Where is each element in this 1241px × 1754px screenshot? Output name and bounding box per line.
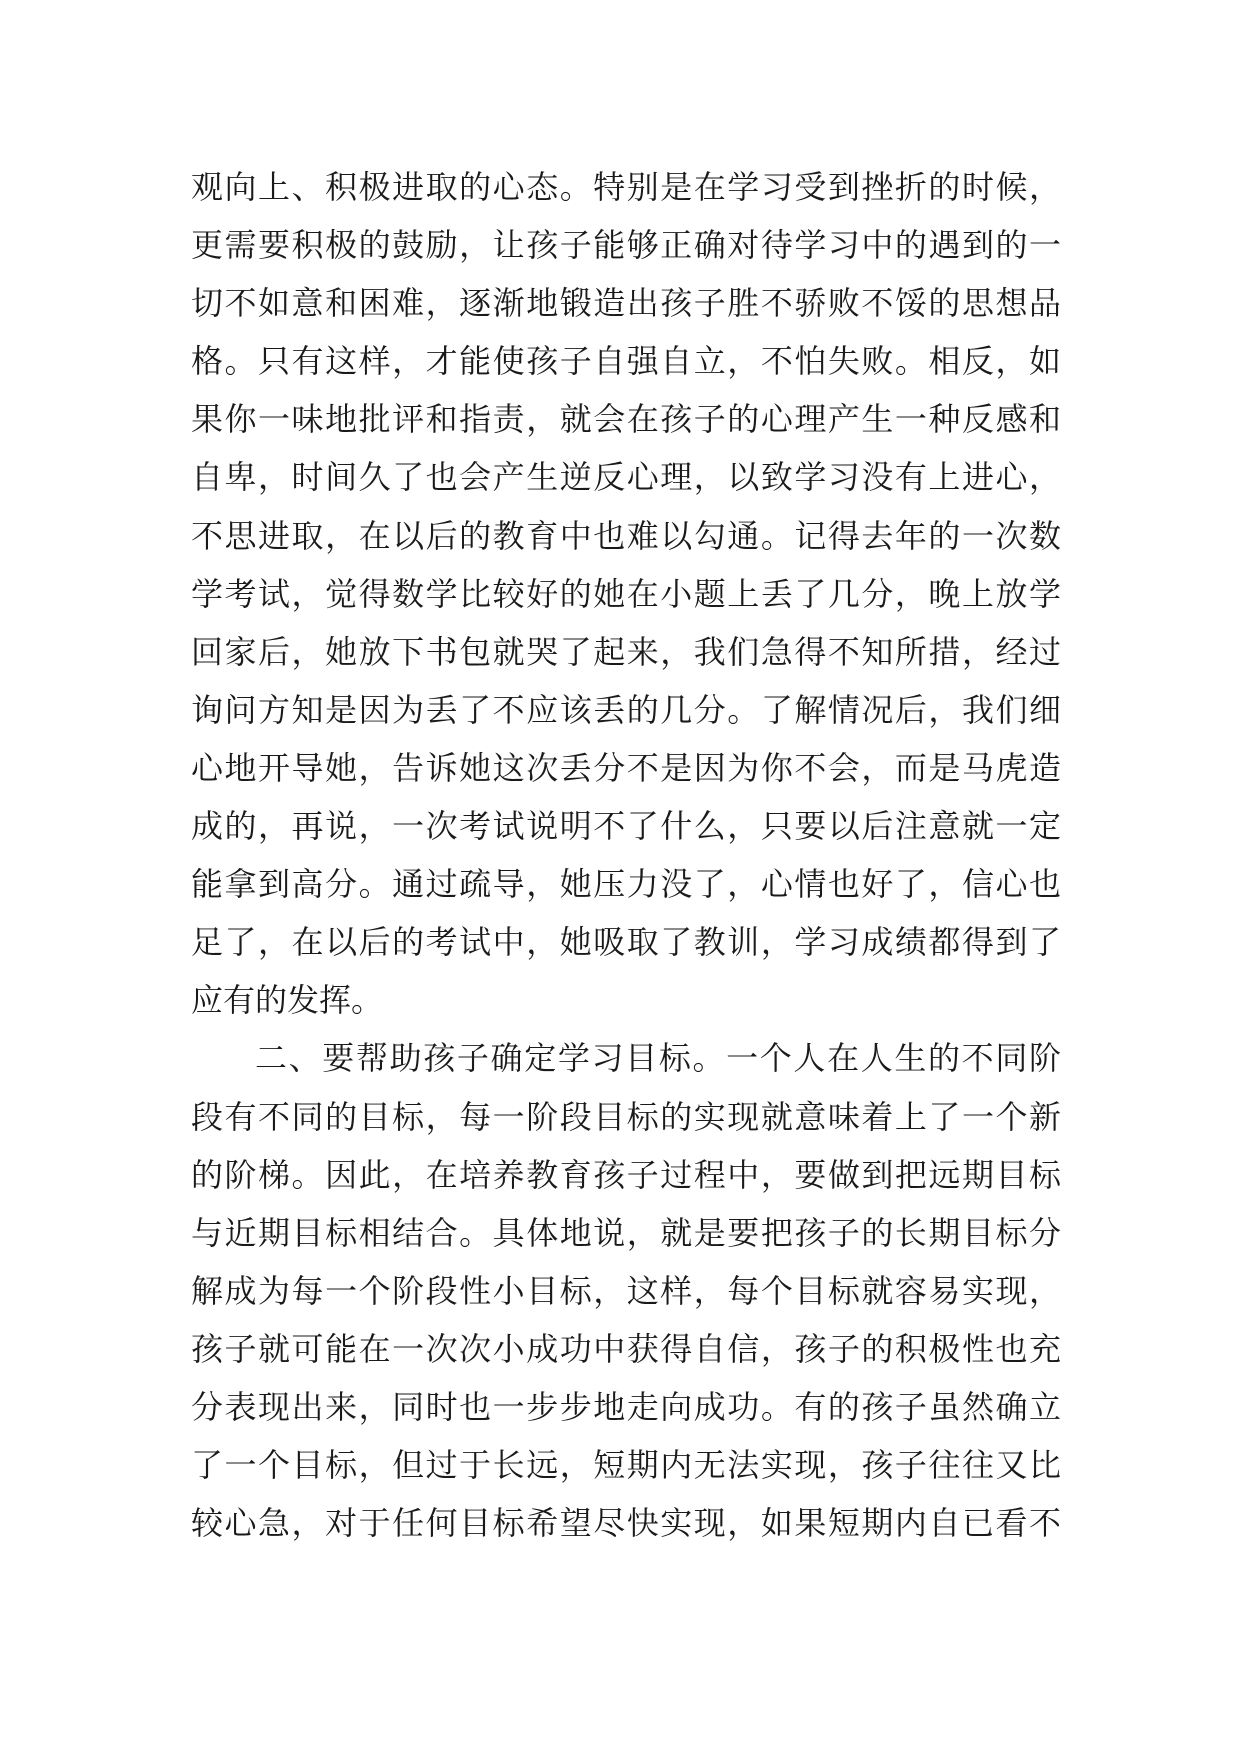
text-line: 了一个目标，但过于长远，短期内无法实现，孩子往往又比 [191, 1446, 1061, 1485]
text-line: 孩子就可能在一次次小成功中获得自信，孩子的积极性也充 [191, 1329, 1061, 1368]
text-line: 分表现出来，同时也一步步地走向成功。有的孩子虽然确立 [191, 1387, 1061, 1426]
text-line: 足了，在以后的考试中，她吸取了教训，学习成绩都得到了 [191, 923, 1061, 962]
text-line: 观向上、积极进取的心态。特别是在学习受到挫折的时候， [191, 168, 1061, 206]
text-line: 自卑，时间久了也会产生逆反心理，以致学习没有上进心， [191, 458, 1061, 497]
text-line: 更需要积极的鼓励，让孩子能够正确对待学习中的遇到的一 [191, 226, 1061, 265]
text-line: 应有的发挥。 [191, 981, 384, 1020]
text-line: 段有不同的目标，每一阶段目标的实现就意味着上了一个新 [191, 1097, 1061, 1136]
text-line: 与近期目标相结合。具体地说，就是要把孩子的长期目标分 [191, 1213, 1061, 1252]
text-line: 不思进取，在以后的教育中也难以勾通。记得去年的一次数 [191, 516, 1061, 555]
body-text [191, 158, 1061, 1552]
text-line: 格。只有这样，才能使孩子自强自立，不怕失败。相反，如 [191, 342, 1061, 381]
text-line: 回家后，她放下书包就哭了起来，我们急得不知所措，经过 [191, 632, 1061, 671]
text-line: 学考试，觉得数学比较好的她在小题上丢了几分，晚上放学 [191, 574, 1061, 613]
text-line: 较心急，对于任何目标希望尽快实现，如果短期内自已看不 [191, 1504, 1061, 1543]
text-line: 果你一味地批评和指责，就会在孩子的心理产生一种反感和 [191, 400, 1061, 439]
text-line-section-start: 二、要帮助孩子确定学习目标。一个人在人生的不同阶 [255, 1039, 1061, 1078]
text-line: 的阶梯。因此，在培养教育孩子过程中，要做到把远期目标 [191, 1155, 1061, 1194]
text-line: 心地开导她，告诉她这次丢分不是因为你不会，而是马虎造 [191, 748, 1061, 787]
text-line: 询问方知是因为丢了不应该丢的几分。了解情况后，我们细 [191, 690, 1061, 729]
text-line: 成的，再说，一次考试说明不了什么，只要以后注意就一定 [191, 807, 1061, 846]
text-line: 解成为每一个阶段性小目标，这样，每个目标就容易实现， [191, 1271, 1061, 1310]
text-line: 能拿到高分。通过疏导，她压力没了，心情也好了，信心也 [191, 865, 1061, 904]
text-line: 切不如意和困难，逐渐地锻造出孩子胜不骄败不馁的思想品 [191, 284, 1061, 323]
